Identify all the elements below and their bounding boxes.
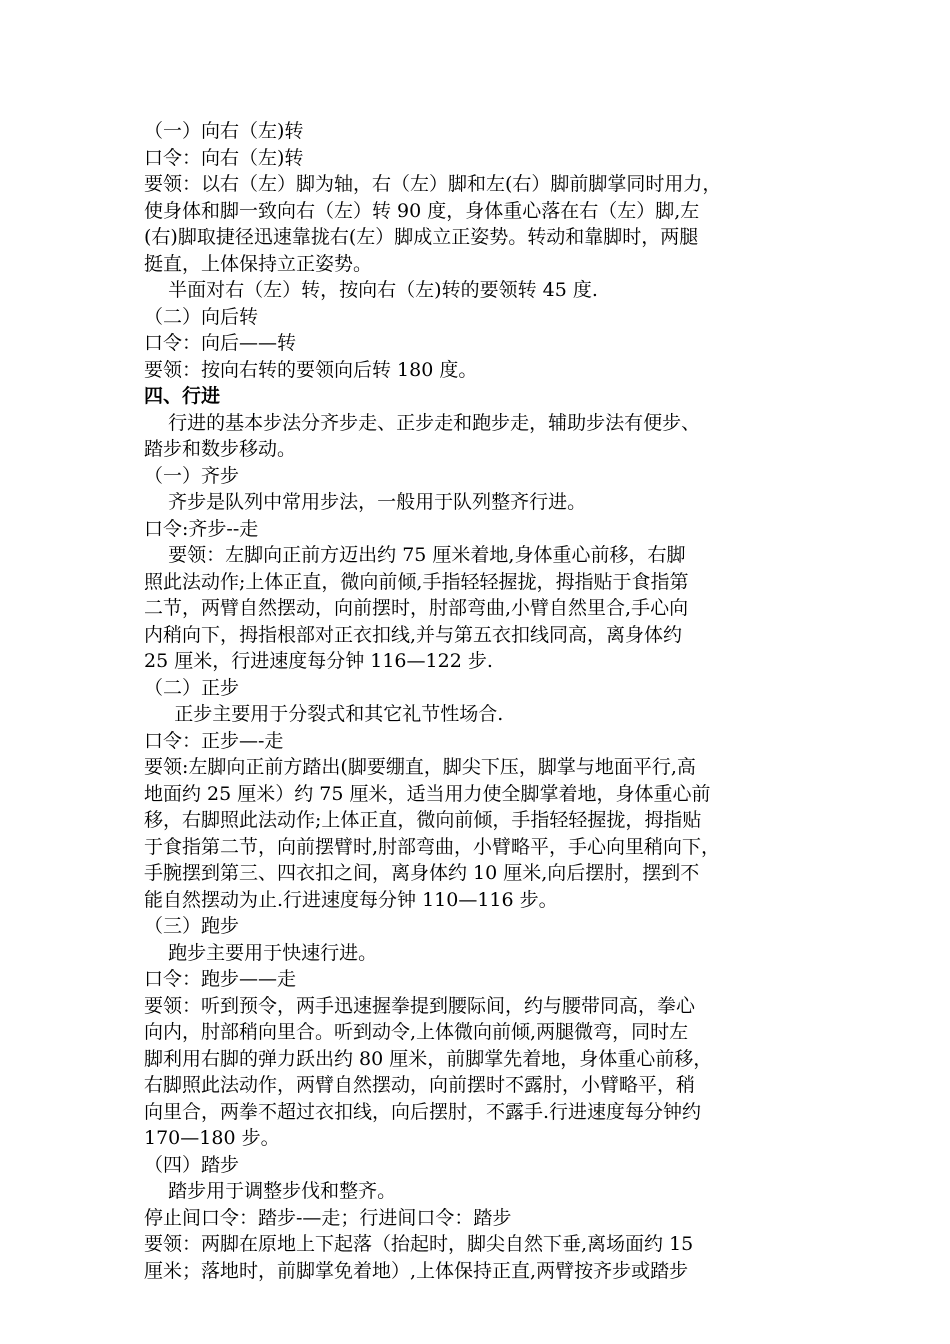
- text-line-29: 手腕摆到第三、四衣扣之间，离身体约 10 厘米,向后摆肘，摆到不: [144, 862, 700, 884]
- text-line-14: （一）齐步: [144, 464, 240, 487]
- text-line-41: 踏步用于调整步伐和整齐。: [144, 1180, 397, 1202]
- text-line-24: 口令：正步—-走: [144, 729, 284, 752]
- text-line-5: (右)脚取捷径迅速靠拢右(左）脚成立正姿势。转动和靠脚时，两腿: [144, 226, 699, 248]
- text-line-4: 使身体和脚一致向右（左）转 90 度，身体重心落在右（左）脚,左: [144, 199, 700, 222]
- text-line-38: 向里合，两拳不超过衣扣线，向后摆肘，不露手.行进速度每分钟约: [144, 1100, 702, 1123]
- text-line-31: （三）跑步: [144, 915, 240, 937]
- text-line-20: 内稍向下，拇指根部对正衣扣线,并与第五衣扣线同高，离身体约: [144, 623, 683, 646]
- text-line-13: 踏步和数步移动。: [144, 438, 297, 460]
- text-line-30: 能自然摆动为止.行进速度每分钟 110—116 步。: [144, 888, 558, 911]
- text-line-16: 口令:齐步--走: [144, 517, 259, 540]
- text-line-33: 口令：跑步——走: [144, 968, 297, 990]
- text-line-19: 二节，两臂自然摆动，向前摆时，肘部弯曲,小臂自然里合,手心向: [144, 597, 689, 619]
- text-line-6: 挺直，上体保持立正姿势。: [144, 252, 373, 275]
- text-line-3: 要领：以右（左）脚为轴，右（左）脚和左(右）脚前脚掌同时用力，: [144, 173, 722, 195]
- text-line-7: 半面对右（左）转，按向右（左)转的要领转 45 度.: [144, 279, 598, 301]
- text-line-18: 照此法动作;上体正直，微向前倾,手指轻轻握拢，拇指贴于食指第: [144, 570, 689, 593]
- text-line-12: 行进的基本步法分齐步走、正步走和跑步走，辅助步法有便步、: [144, 411, 701, 434]
- text-line-22: （二）正步: [144, 676, 240, 699]
- text-line-43: 要领：两脚在原地上下起落（抬起时，脚尖自然下垂,离场面约 15: [144, 1233, 694, 1255]
- text-line-35: 向内，肘部稍向里合。听到动令,上体微向前倾,两腿微弯，同时左: [144, 1021, 689, 1043]
- text-line-1: （一）向右（左)转: [144, 120, 304, 142]
- text-line-40: （四）踏步: [144, 1153, 240, 1176]
- text-line-36: 脚利用右脚的弹力跃出约 80 厘米，前脚掌先着地，身体重心前移，: [144, 1047, 713, 1070]
- text-line-28: 于食指第二节，向前摆臂时,肘部弯曲，小臂略平，手心向里稍向下，: [144, 835, 721, 858]
- text-line-42: 停止间口令：踏步-—走；行进间口令：踏步: [144, 1206, 512, 1229]
- text-line-2: 口令：向右（左)转: [144, 146, 304, 169]
- text-line-34: 要领：听到预令，两手迅速握拳提到腰际间，约与腰带同高，拳心: [144, 994, 696, 1017]
- text-line-39: 170—180 步。: [144, 1127, 280, 1149]
- text-line-21: 25 厘米，行进速度每分钟 116—122 步.: [144, 650, 493, 672]
- text-line-26: 地面约 25 厘米）约 75 厘米，适当用力使全脚掌着地，身体重心前: [144, 782, 711, 805]
- text-line-8: （二）向后转: [144, 305, 259, 328]
- text-line-23: 正步主要用于分裂式和其它礼节性场合.: [144, 703, 504, 725]
- text-line-10: 要领：按向右转的要领向后转 180 度。: [144, 358, 478, 381]
- text-line-32: 跑步主要用于快速行进。: [144, 941, 378, 964]
- section-heading: 四、行进: [144, 385, 221, 407]
- text-line-9: 口令：向后——转: [144, 332, 297, 354]
- text-line-25: 要领:左脚向正前方踏出(脚要绷直，脚尖下压，脚掌与地面平行,高: [144, 756, 696, 778]
- text-line-15: 齐步是队列中常用步法，一般用于队列整齐行进。: [144, 491, 587, 513]
- document-page: [144, 118, 824, 1284]
- text-line-27: 移，右脚照此法动作;上体正直，微向前倾，手指轻轻握拢，拇指贴: [144, 809, 702, 831]
- text-line-17: 要领：左脚向正前方迈出约 75 厘米着地,身体重心前移，右脚: [144, 544, 686, 566]
- text-line-44: 厘米；落地时，前脚掌免着地）,上体保持正直,两臂按齐步或踏步: [144, 1259, 689, 1282]
- text-line-37: 右脚照此法动作，两臂自然摆动，向前摆时不露肘，小臂略平，稍: [144, 1074, 696, 1096]
